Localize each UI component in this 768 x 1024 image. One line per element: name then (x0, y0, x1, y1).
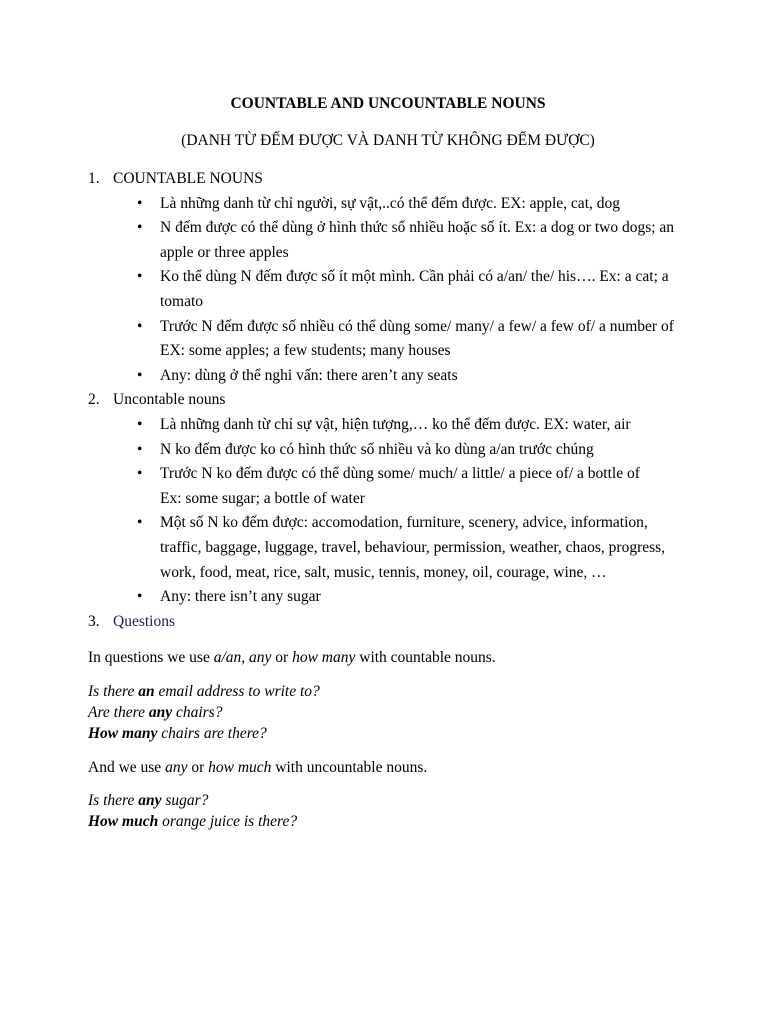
section-uncountable (88, 388, 688, 609)
bullet-icon: • (137, 194, 143, 212)
list-item: • Một số N ko đếm được: accomodation, furniture, scenery, advice, information, traffic, baggage, luggage, travel, behaviour, permission, weather, chaos, progress, work, food, meat, rice, salt, music, tennis, money, oil, courage, wine, … (135, 511, 688, 585)
document-subtitle: (DANH TỪ ĐẾM ĐƯỢC VÀ DANH TỪ KHÔNG ĐẾM ĐƯỢC) (181, 132, 595, 149)
section-heading: COUNTABLE NOUNS (113, 170, 263, 187)
questions-paragraph-uncountable: And we use any or how much with uncountable nouns. (88, 758, 428, 776)
section-heading: Uncontable nouns (113, 391, 226, 409)
list-item: • Any: dùng ở thể nghi vấn: there aren’t any seats (135, 364, 688, 389)
bullet-icon: • (137, 219, 143, 237)
list-item: • Là những danh từ chỉ người, sự vật,..có thể đếm được. EX: apple, cat, dog (135, 192, 688, 217)
example-text: EX: some apples; a few students; many houses (160, 342, 451, 360)
section-number: 1. (88, 170, 100, 187)
list-item: • N đếm được có thể dùng ở hình thức số nhiều hoặc số ít. Ex: a dog or two dogs; an apple or three apples (135, 216, 688, 265)
example-line: Are there any chairs? (88, 703, 223, 721)
section-heading: Questions (113, 612, 175, 630)
example-line: How much orange juice is there? (88, 813, 298, 831)
bullet-list (113, 192, 688, 389)
list-item: • Any: there isn’t any sugar (135, 585, 688, 610)
bullet-icon: • (137, 588, 143, 606)
list-item: • Ko thể dùng N đếm được số ít một mình. Cần phải có a/an/ the/ his…. Ex: a cat; a tomato (135, 265, 688, 314)
bullet-icon: • (137, 465, 143, 483)
bullet-icon: • (137, 415, 143, 433)
section-number: 3. (88, 612, 100, 630)
section-number: 2. (88, 391, 100, 409)
questions-paragraph-countable: In questions we use a/an, any or how many with countable nouns. (88, 649, 496, 667)
list-item: • N ko đếm được ko có hình thức số nhiều và ko dùng a/an trước chúng (135, 438, 688, 463)
uncountable-examples (88, 790, 688, 832)
example-line: Is there any sugar? (88, 792, 209, 810)
example-line: How many chairs are there? (88, 724, 267, 742)
bullet-icon: • (137, 440, 143, 458)
section-countable (88, 167, 688, 388)
example-text: Ex: some sugar; a bottle of water (160, 489, 365, 507)
list-item: • Trước N ko đếm được có thể dùng some/ much/ a little/ a piece of/ a bottle of Ex: some sugar; a bottle of water (135, 462, 688, 511)
section-list (88, 167, 688, 634)
bullet-list (113, 413, 688, 610)
countable-examples (88, 681, 688, 744)
bullet-icon: • (137, 514, 143, 532)
list-item: • Là những danh từ chỉ sự vật, hiện tượng,… ko thể đếm được. EX: water, air (135, 413, 688, 438)
section-questions (88, 610, 688, 635)
example-line: Is there an email address to write to? (88, 682, 320, 700)
bullet-icon: • (137, 366, 143, 384)
list-item: • Trước N đếm được số nhiều có thể dùng some/ many/ a few/ a few of/ a number of EX: some apples; a few students; many houses (135, 315, 688, 364)
bullet-icon: • (137, 268, 143, 286)
bullet-icon: • (137, 317, 143, 335)
document-title: COUNTABLE AND UNCOUNTABLE NOUNS (230, 95, 546, 112)
